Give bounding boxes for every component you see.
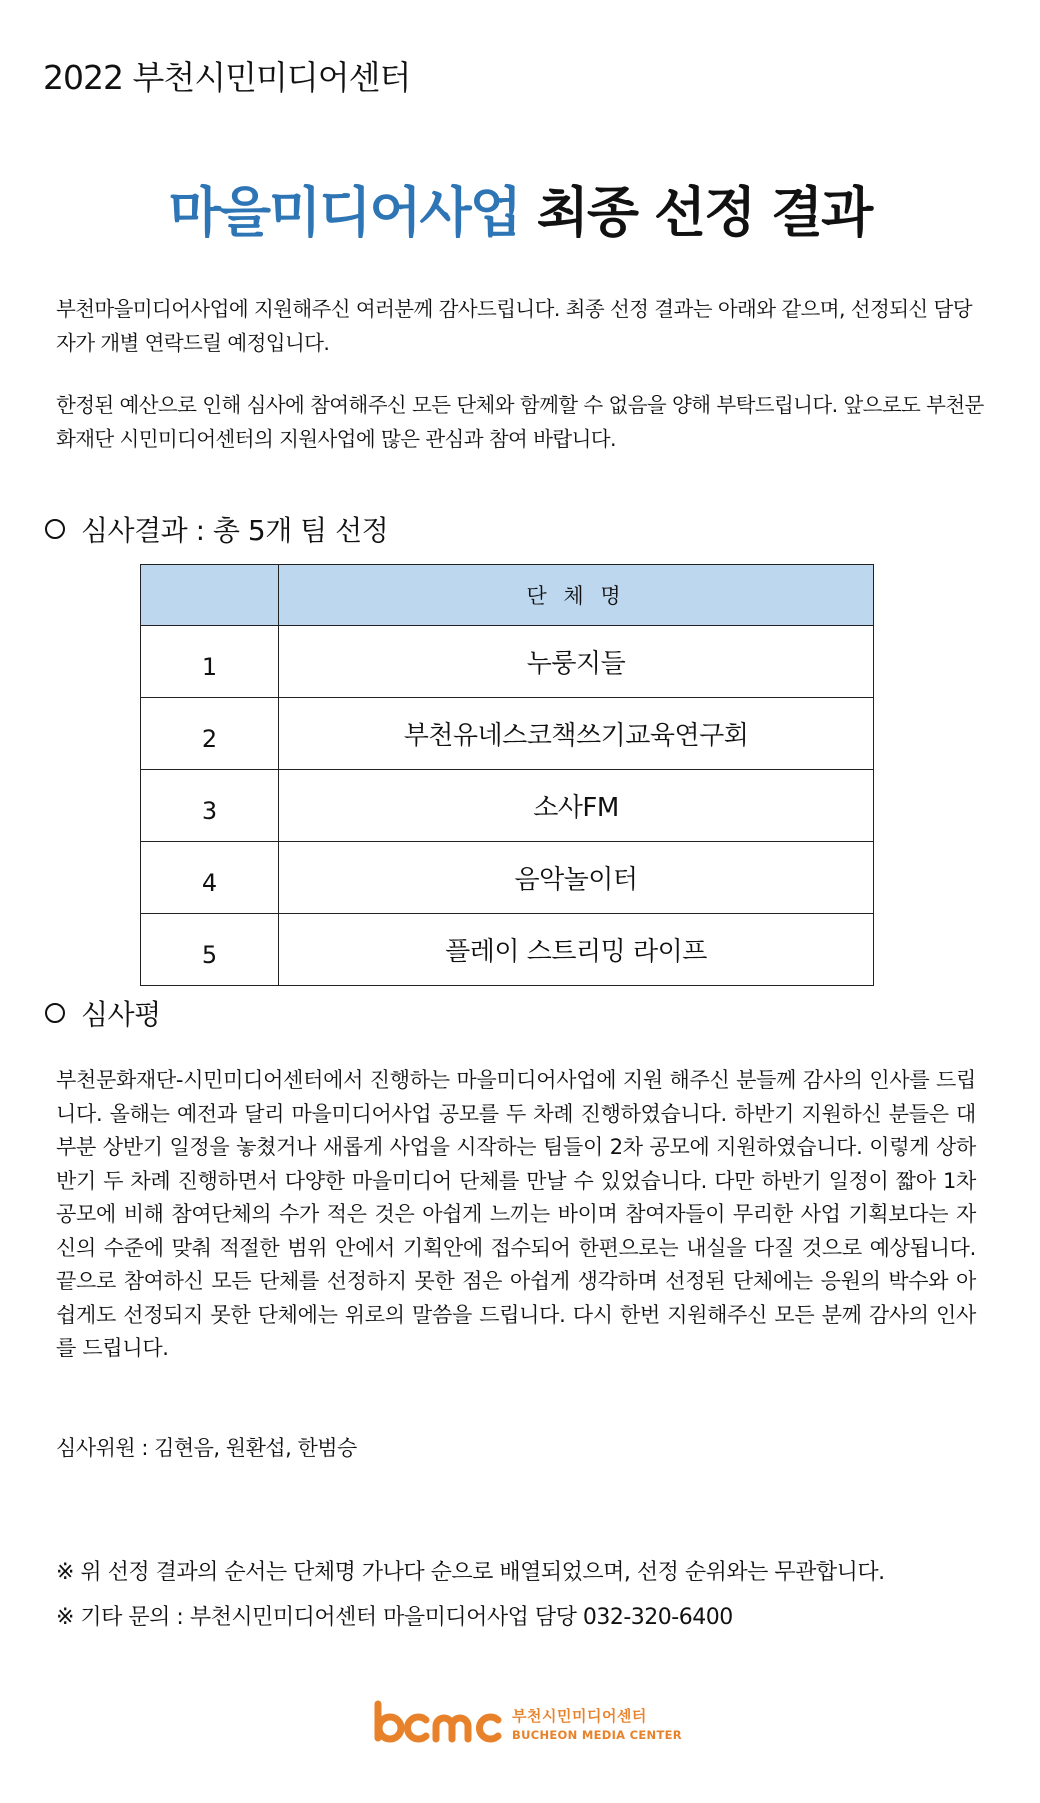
intro-paragraph-2: 한정된 예산으로 인해 심사에 참여해주신 모든 단체와 함께할 수 없음을 양해 부탁드립니다. 앞으로도 부천문화재단 시민미디어센터의 지원사업에 많은 관심과 참여 바랍니다.	[56, 393, 984, 451]
row-team-name: 플레이 스트리밍 라이프	[279, 914, 874, 986]
note-order: ※ 위 선정 결과의 순서는 단체명 가나다 순으로 배열되었으며, 선정 순위와는 무관합니다.	[56, 1560, 885, 1585]
circle-bullet-icon	[45, 519, 65, 539]
section-review-heading	[45, 993, 161, 1033]
intro-paragraph-1: 부천마을미디어사업에 지원해주신 여러분께 감사드립니다. 최종 선정 결과는 아래와 같으며, 선정되신 담당자가 개별 연락드릴 예정입니다.	[56, 297, 972, 355]
table-header-num	[141, 565, 279, 626]
circle-bullet-icon	[45, 1003, 65, 1023]
title-rest: 최종 선정 결과	[536, 181, 872, 244]
table-header-row	[141, 565, 874, 626]
row-number: 2	[141, 698, 279, 770]
table-row	[141, 914, 874, 986]
row-team-name: 누룽지들	[279, 626, 874, 698]
table-header-name: 단 체 명	[279, 565, 874, 626]
section-result-heading	[45, 509, 388, 549]
review-body: 부천문화재단-시민미디어센터에서 진행하는 마을미디어사업에 지원 해주신 분들께 감사의 인사를 드립니다. 올해는 예전과 달리 마을미디어사업 공모를 두 차례 진행하였습니다. 하반기 지원하신 분들은 대부분 상반기 일정을 놓쳤거나 새롭게 사업을 시작하는 팀들이 2차 공모에 지원하였습니다. 이렇게 상하반기 두 차례 진행하면서 다양한 마을미디어 단체를 만날 수 있었습니다. 다만 하반기 일정이 짧아 1차 공모에 비해 참여단체의 수가 적은 것은 아쉽게 느끼는 바이며 참여자들이 무리한 사업 기획보다는 자신의 수준에 맞춰 적절한 범위 안에서 기획안에 접수되어 한편으로는 내실을 다질 것으로 예상됩니다. 끝으로 참여하신 모든 단체를 선정하지 못한 점은 아쉽게 생각하며 선정된 단체에는 응원의 박수와 아쉽게도 선정되지 못한 단체에는 위로의 말씀을 드립니다. 다시 한번 지원해주신 모든 분께 감사의 인사를 드립니다.	[56, 1068, 976, 1360]
bcmc-logo-mark-icon	[370, 1700, 506, 1746]
judges-line: 심사위원 : 김현음, 원환섭, 한범승	[56, 1436, 357, 1460]
page-title	[0, 170, 1040, 247]
bcmc-logo	[370, 1700, 682, 1746]
row-number: 4	[141, 842, 279, 914]
logo-english-name: BUCHEON MEDIA CENTER	[512, 1727, 682, 1742]
logo-korean-name: 부천시민미디어센터	[512, 1706, 647, 1725]
note-contact: ※ 기타 문의 : 부천시민미디어센터 마을미디어사업 담당 032-320-6400	[56, 1605, 733, 1630]
title-accent: 마을미디어사업	[168, 181, 520, 244]
table-row	[141, 698, 874, 770]
selection-table	[140, 564, 874, 986]
logo-text	[512, 1705, 682, 1742]
row-team-name: 부천유네스코책쓰기교육연구회	[279, 698, 874, 770]
row-team-name: 음악놀이터	[279, 842, 874, 914]
row-number: 3	[141, 770, 279, 842]
table-row	[141, 842, 874, 914]
table-row	[141, 770, 874, 842]
row-number: 5	[141, 914, 279, 986]
row-team-name: 소사FM	[279, 770, 874, 842]
table-row	[141, 626, 874, 698]
row-number: 1	[141, 626, 279, 698]
section-result-title: 심사결과 : 총 5개 팀 선정	[81, 514, 389, 547]
org-header: 2022 부천시민미디어센터	[43, 58, 411, 97]
section-review-title: 심사평	[81, 998, 161, 1031]
